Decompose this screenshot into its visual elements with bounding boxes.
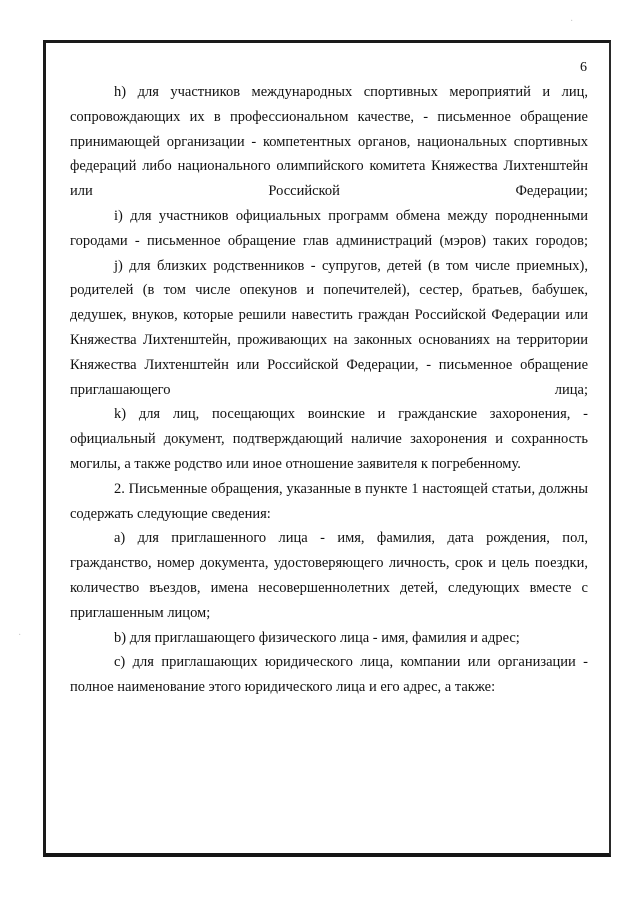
document-body	[70, 80, 588, 700]
paragraph-a: а) для приглашенного лица - имя, фамилия, дата рождения, пол, гражданство, номер документа, удостоверяющего личность, срок и цель поездки, количество въездов, имена несовершеннолетних детей, следующих вместе с приглашенным лицом;	[70, 530, 588, 621]
paragraph-h: h) для участников международных спортивных мероприятий и лиц, сопровождающих их в профессиональном качестве, - письменное обращение принимающей организации - компетентных органов, национальных спортивных федераций либо национального олимпийского комитета Княжества Лихтенштейн или Российской Федерации;	[70, 84, 588, 200]
paragraph-2: 2. Письменные обращения, указанные в пункте 1 настоящей статьи, должны содержать следующие сведения:	[70, 480, 588, 522]
page-number: 6	[580, 60, 587, 75]
scan-mark-left: ·	[18, 630, 22, 641]
paragraph-i: i) для участников официальных программ обмена между породненными городами - письменное обращение глав администраций (мэров) таких городов;	[70, 207, 588, 249]
scan-mark-top: ·	[570, 16, 574, 27]
paragraph-k: k) для лиц, посещающих воинские и гражданские захоронения, - официальный документ, подтверждающий наличие захоронения и сохранность могилы, а также родство или иное отношение заявителя к погребенному.	[70, 406, 588, 472]
paragraph-j: j) для близких родственников - супругов, детей (в том числе приемных), родителей (в том числе опекунов и попечителей), сестер, братьев, бабушек, дедушек, внуков, которые решили навестить граждан Российской Федерации или Княжества Лихтенштейн, проживающих на законных основаниях на территории Княжества Лихтенштейн или Российской Федерации, - письменное обращение приглашающего лица;	[70, 257, 588, 398]
paragraph-b: b) для приглашающего физического лица - имя, фамилия и адрес;	[114, 629, 520, 646]
paragraph-c: с) для приглашающих юридического лица, компании или организации - полное наименование этого юридического лица и его адрес, а также:	[70, 654, 588, 696]
